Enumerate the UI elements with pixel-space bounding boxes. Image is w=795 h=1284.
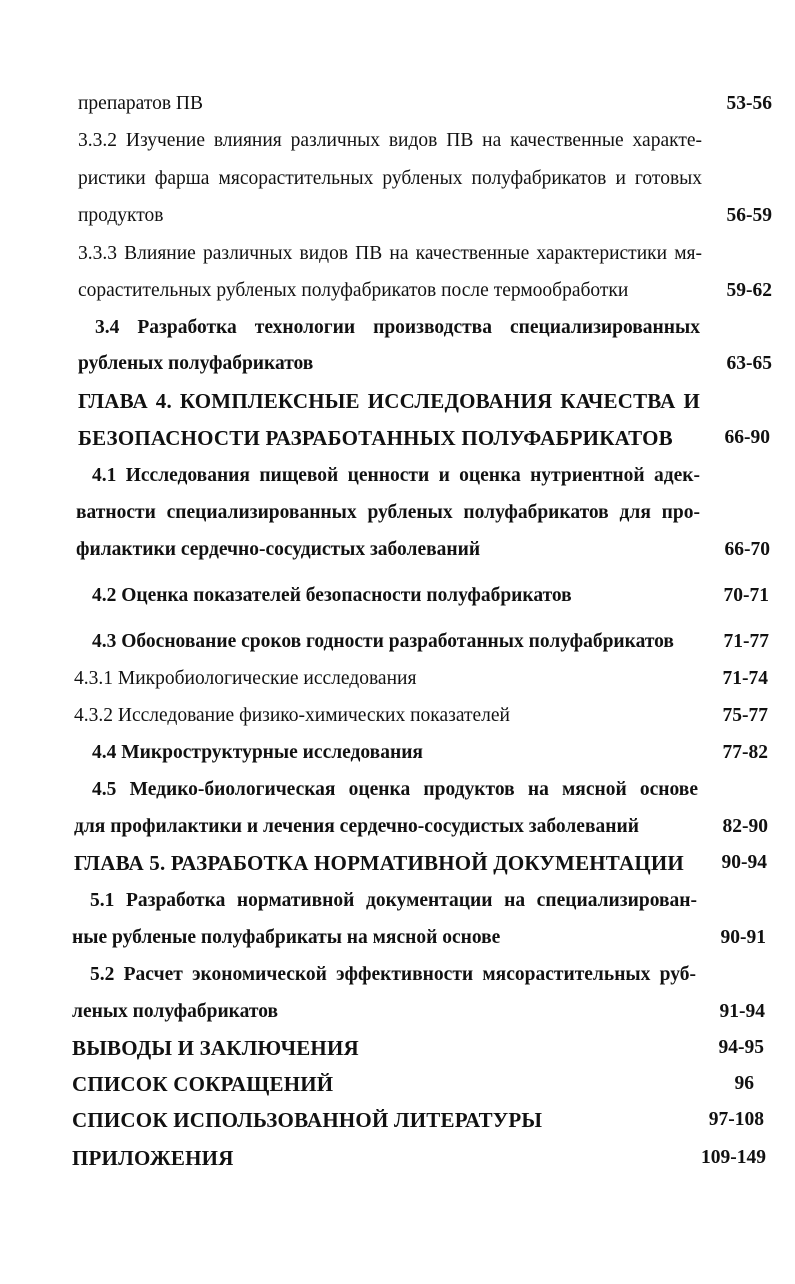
toc-page-number: 71-74 — [722, 668, 768, 689]
toc-entry-text: 3.3.3 Влияние различных видов ПВ на качественные характеристики мя- — [78, 243, 702, 264]
toc-page-number: 53-56 — [726, 93, 772, 114]
toc-page-number: 109-149 — [701, 1147, 766, 1168]
toc-entry-text: 4.3.2 Исследование физико-химических показателей — [74, 705, 510, 726]
toc-entry-text: 4.3 Обоснование сроков годности разработанных полуфабрикатов — [92, 631, 674, 652]
toc-page-number: 90-91 — [720, 927, 766, 948]
toc-page-number: 91-94 — [719, 1001, 765, 1022]
chapter-heading: БЕЗОПАСНОСТИ РАЗРАБОТАННЫХ ПОЛУФАБРИКАТОВ — [78, 426, 673, 450]
toc-entry-text: рубленых полуфабрикатов — [78, 353, 314, 374]
section-heading: СПИСОК СОКРАЩЕНИЙ — [72, 1072, 334, 1096]
toc-page-number: 63-65 — [726, 353, 772, 374]
toc-entry-text: ристики фарша мясорастительных рубленых полуфабрикатов и готовых — [78, 168, 702, 189]
toc-page-number: 82-90 — [722, 816, 768, 837]
chapter-heading: ГЛАВА 4. КОМПЛЕКСНЫЕ ИССЛЕДОВАНИЯ КАЧЕСТВА И — [78, 389, 700, 413]
toc-page-number: 96 — [734, 1073, 754, 1094]
toc-page-number: 56-59 — [726, 205, 772, 226]
toc-entry-text: препаратов ПВ — [78, 93, 204, 114]
toc-page-number: 90-94 — [721, 852, 767, 873]
toc-page-number: 75-77 — [722, 705, 768, 726]
toc-entry-text: 3.4 Разработка технологии производства специализированных — [95, 317, 700, 338]
toc-entry-text: 4.5 Медико-биологическая оценка продуктов на мясной основе — [92, 779, 698, 800]
section-heading: СПИСОК ИСПОЛЬЗОВАННОЙ ЛИТЕРАТУРЫ — [72, 1108, 543, 1132]
toc-entry-text: филактики сердечно-сосудистых заболеваний — [76, 539, 481, 560]
toc-page-number: 97-108 — [708, 1109, 764, 1130]
toc-page-number: 77-82 — [722, 742, 768, 763]
toc-entry-text: ватности специализированных рубленых полуфабрикатов для про- — [76, 502, 700, 523]
toc-entry-text: 4.3.1 Микробиологические исследования — [74, 668, 417, 689]
toc-entry-text: 3.3.2 Изучение влияния различных видов ПВ на качественные характе- — [78, 130, 702, 151]
toc-page-number: 66-90 — [724, 427, 770, 448]
toc-entry-text: сорастительных рубленых полуфабрикатов после термообработки — [78, 280, 629, 301]
toc-entry-text: 5.2 Расчет экономической эффективности мясорастительных руб- — [90, 964, 696, 985]
toc-page-number: 66-70 — [724, 539, 770, 560]
toc-page-number: 70-71 — [723, 585, 769, 606]
section-heading: ВЫВОДЫ И ЗАКЛЮЧЕНИЯ — [72, 1036, 359, 1060]
toc-page-number: 59-62 — [726, 280, 772, 301]
section-heading: ПРИЛОЖЕНИЯ — [72, 1146, 234, 1170]
chapter-heading: ГЛАВА 5. РАЗРАБОТКА НОРМАТИВНОЙ ДОКУМЕНТАЦИИ — [74, 851, 684, 875]
toc-entry-text: 4.4 Микроструктурные исследования — [92, 742, 423, 763]
toc-entry-text: 4.1 Исследования пищевой ценности и оценка нутриентной адек- — [92, 465, 700, 486]
toc-entry-text: леных полуфабрикатов — [72, 1001, 278, 1022]
toc-page-number: 94-95 — [718, 1037, 764, 1058]
toc-entry-text: для профилактики и лечения сердечно-сосудистых заболеваний — [74, 816, 639, 837]
toc-entry-text: 5.1 Разработка нормативной документации на специализирован- — [90, 890, 697, 911]
toc-entry-text: ные рубленые полуфабрикаты на мясной основе — [72, 927, 501, 948]
toc-page-number: 71-77 — [723, 631, 769, 652]
toc-entry-text: 4.2 Оценка показателей безопасности полуфабрикатов — [92, 585, 572, 606]
toc-entry-text: продуктов — [78, 205, 164, 226]
